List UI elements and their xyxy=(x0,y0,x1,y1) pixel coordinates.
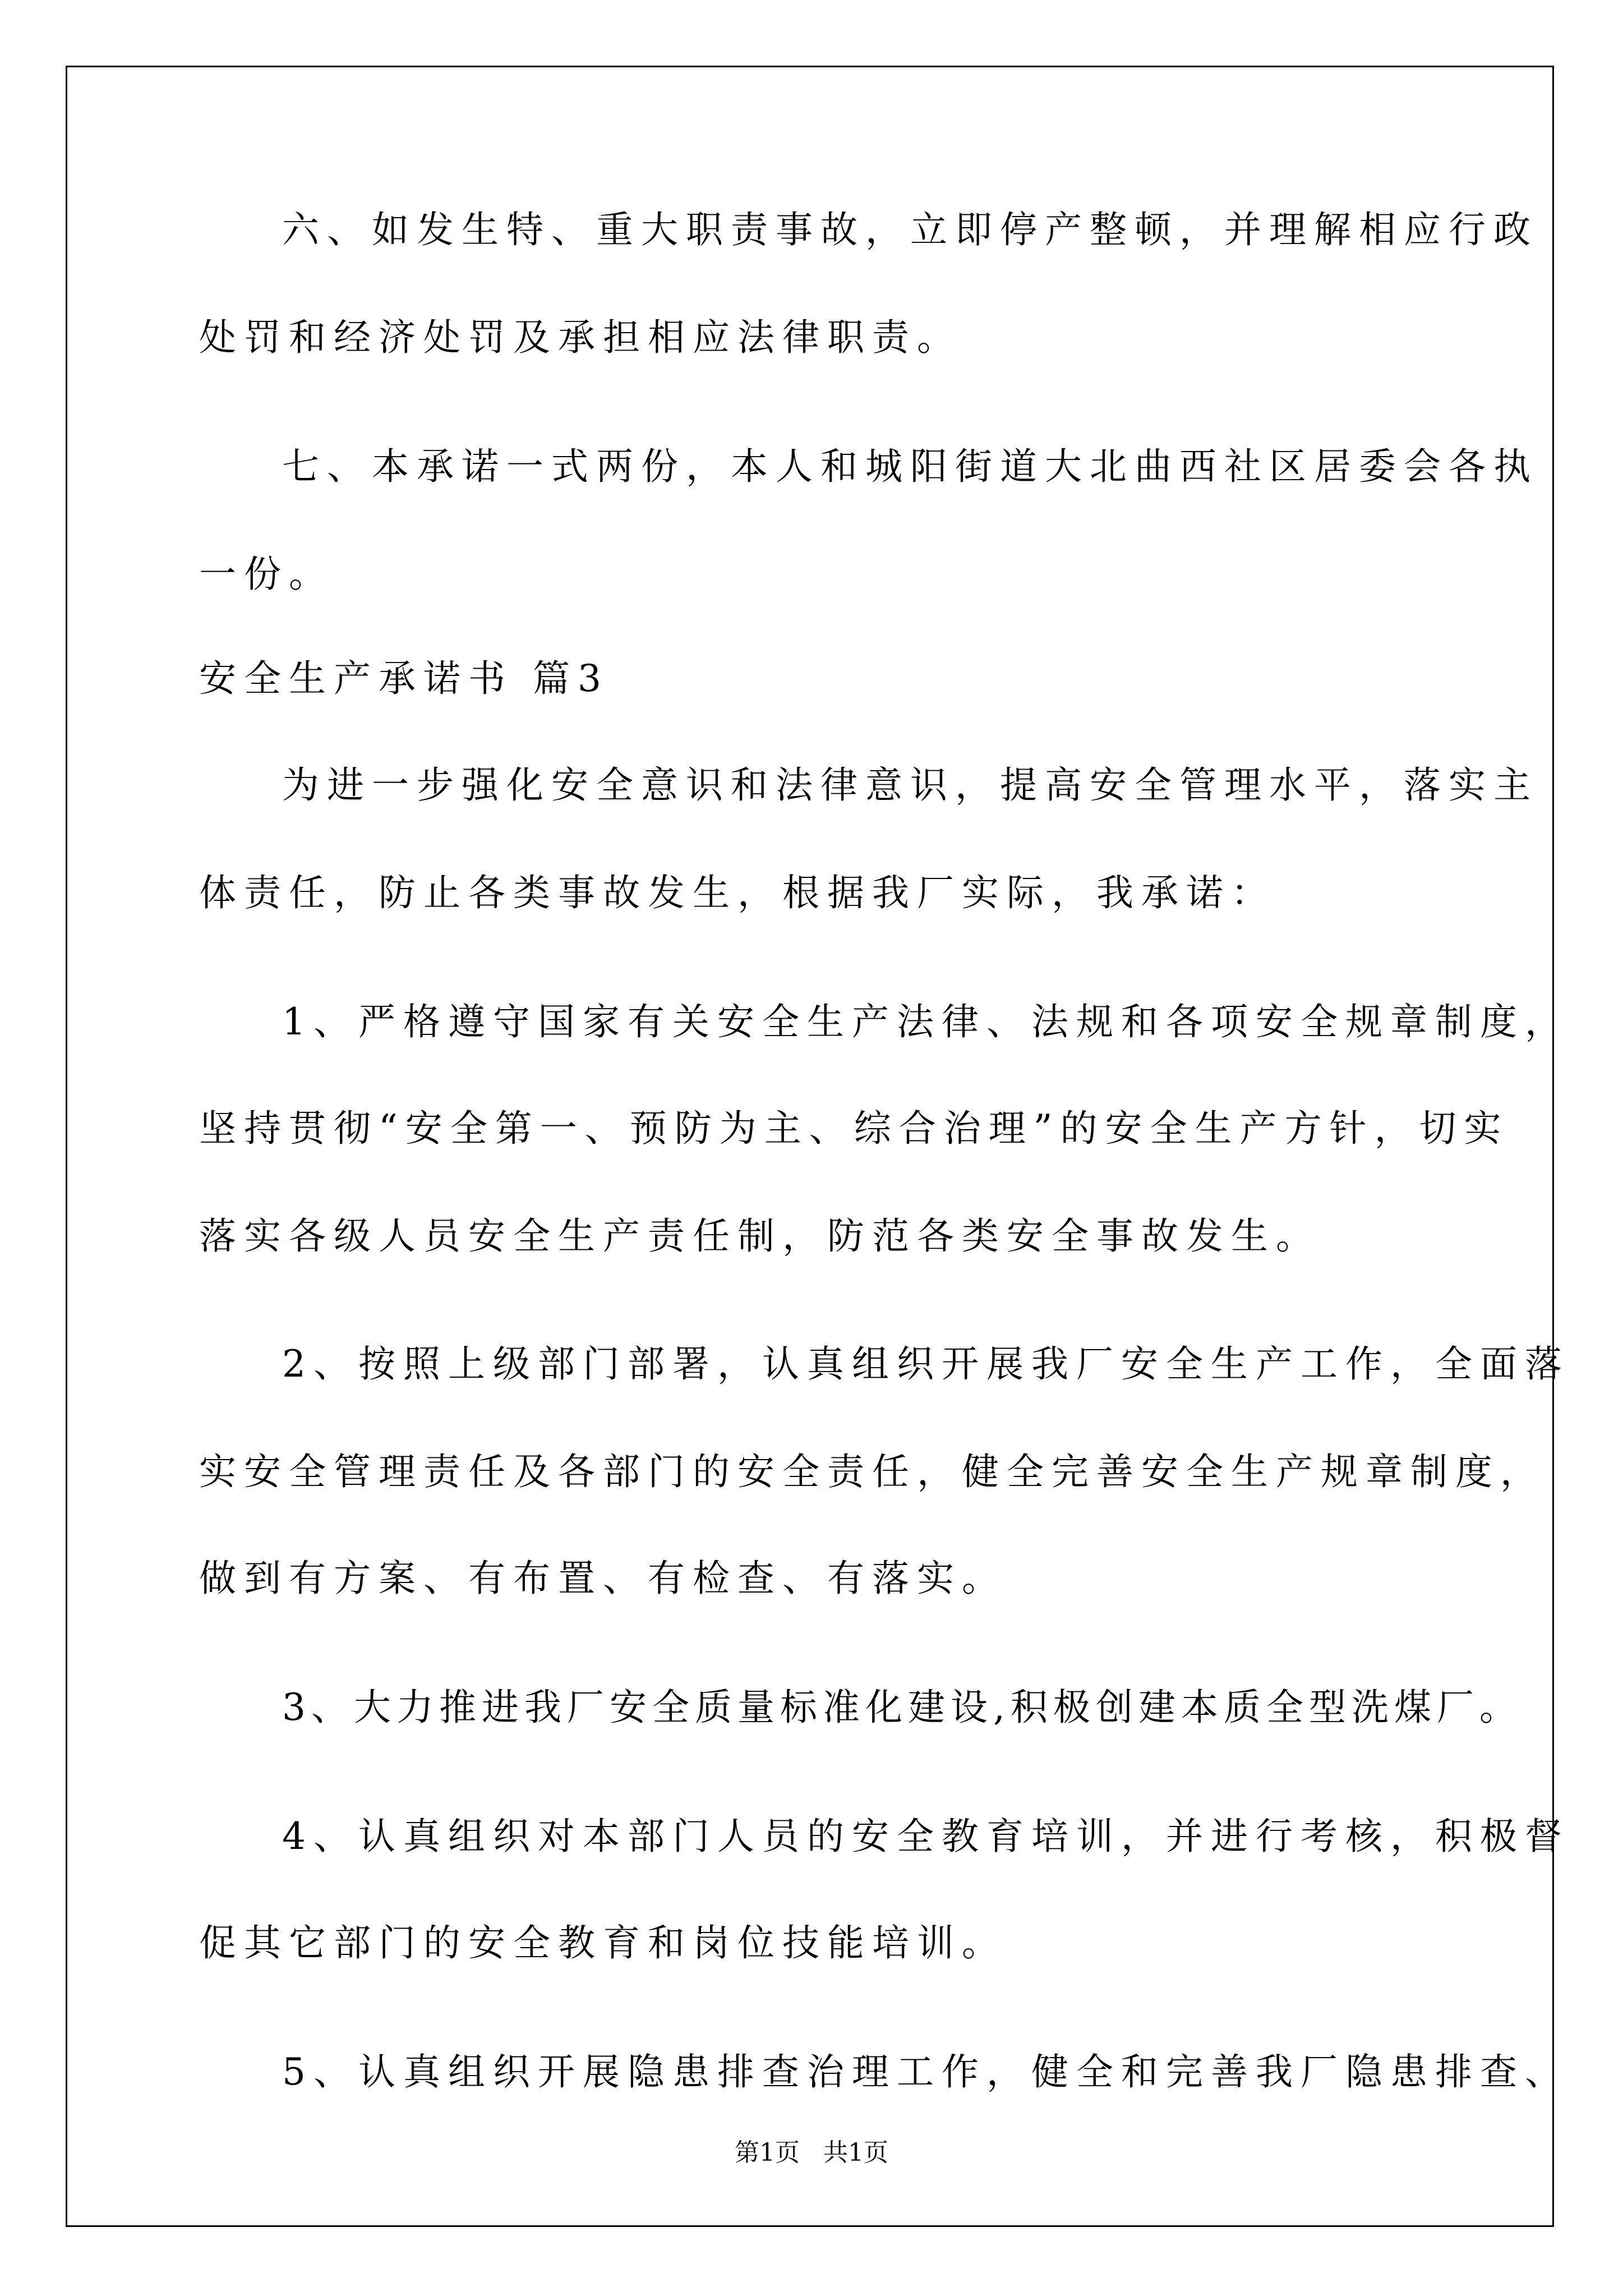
paragraph-line: 一份。 xyxy=(199,553,334,596)
page-footer: 第1页 共1页 xyxy=(735,2138,888,2167)
paragraph-line: 1、严格遵守国家有关安全生产法律、法规和各项安全规章制度， xyxy=(282,1000,1570,1043)
section-heading: 安全生产承诺书 篇3 xyxy=(199,657,609,700)
paragraph-line: 3、大力推进我厂安全质量标准化建设,积极创建本质全型洗煤厂。 xyxy=(282,1686,1522,1729)
paragraph-line: 实安全管理责任及各部门的安全责任，健全完善安全生产规章制度， xyxy=(199,1450,1545,1493)
paragraph-line: 4、认真组织对本部门人员的安全教育培训，并进行考核，积极督 xyxy=(282,1815,1570,1858)
paragraph-line: 为进一步强化安全意识和法律意识，提高安全管理水平，落实主 xyxy=(282,763,1538,807)
paragraph-line: 七、本承诺一式两份，本人和城阳街道大北曲西社区居委会各执 xyxy=(282,445,1538,488)
paragraph-line: 六、如发生特、重大职责事故，立即停产整顿，并理解相应行政 xyxy=(282,208,1538,251)
paragraph-line: 坚持贯彻“安全第一、预防为主、综合治理”的安全生产方针，切实 xyxy=(199,1107,1509,1150)
paragraph-line: 促其它部门的安全教育和岗位技能培训。 xyxy=(199,1921,1007,1964)
paragraph-line: 处罚和经济处罚及承担相应法律职责。 xyxy=(199,316,962,359)
paragraph-line: 2、按照上级部门部署，认真组织开展我厂安全生产工作，全面落 xyxy=(282,1342,1570,1386)
paragraph-line: 做到有方案、有布置、有检查、有落实。 xyxy=(199,1557,1007,1600)
paragraph-line: 落实各级人员安全生产责任制，防范各类安全事故发生。 xyxy=(199,1214,1321,1258)
paragraph-line: 体责任，防止各类事故发生，根据我厂实际，我承诺： xyxy=(199,871,1276,914)
paragraph-line: 5、认真组织开展隐患排查治理工作，健全和完善我厂隐患排查、 xyxy=(282,2050,1570,2093)
